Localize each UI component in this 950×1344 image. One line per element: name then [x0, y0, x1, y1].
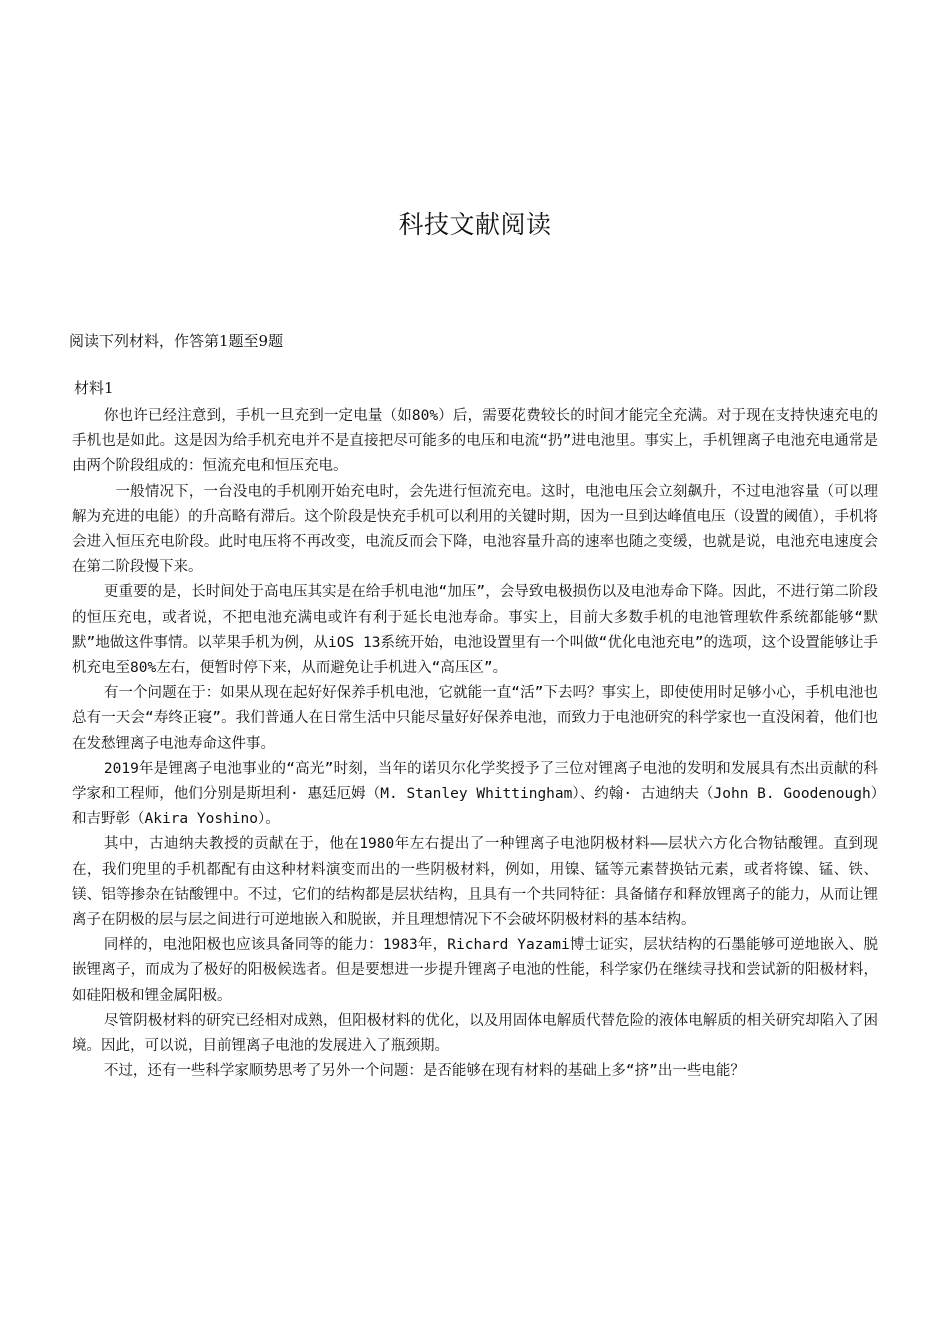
paragraph: 2019年是锂离子电池事业的“高光”时刻，当年的诺贝尔化学奖授予了三位对锂离子电池的发明和发展具有杰出贡献的科学家和工程师，他们分别是斯坦利· 惠廷厄姆（M. Stanley Whittingham）、约翰· 古迪纳夫（John B. Goodenough）和吉野彰（Akira Yoshino）。 [72, 760, 878, 828]
paragraph: 你也许已经注意到，手机一旦充到一定电量（如80%）后，需要花费较长的时间才能完全充满。对于现在支持快速充电的手机也是如此。这是因为给手机充电并不是直接把尽可能多的电压和电流“扔”进电池里。事实上，手机锂离子电池充电通常是由两个阶段组成的：恒流充电和恒压充电。 [72, 408, 878, 475]
watermark-graphic [57, 87, 183, 174]
watermark-graphic [727, 327, 853, 414]
paragraph: 同样的，电池阳极也应该具备同等的能力：1983年，Richard Yazami博士证实，层状结构的石墨能够可逆地嵌入、脱嵌锂离子，而成为了极好的阳极候选者。但是要想进一步提升锂离子电池的性能，科学家仍在继续寻找和尝试新的阳极材料，如硅阳极和锂金属阳极。 [72, 937, 878, 1004]
watermark-graphic [727, 1177, 853, 1264]
watermark-graphic [727, 87, 853, 174]
watermark-graphic [57, 1207, 183, 1294]
paragraph: 尽管阴极材料的研究已经相对成熟，但阳极材料的优化，以及用固体电解质代替危险的液体电解质的相关研究却陷入了困境。因此，可以说，目前锂离子电池的发展进入了瓶颈期。 [72, 1012, 878, 1055]
paragraph: 更重要的是，长时间处于高电压其实是在给手机电池“加压”，会导致电极损伤以及电池寿命下降。因此，不进行第二阶段的恒压充电，或者说，不把电池充满电或许有利于延长电池寿命。事实上，目前大多数手机的电池管理软件系统都能够“默默”地做这件事情。以苹果手机为例，从iOS 13系统开始，电池设置里有一个叫做“优化电池充电”的选项，这个设置能够让手机充电至80%左右，便暂时停下来，从而避免让手机进入“高压区”。 [72, 584, 878, 677]
question-instruction: 阅读下列材料，作答第1题至9题 [69, 332, 284, 350]
watermark-graphic [392, 82, 518, 169]
paragraph: 有一个问题在于：如果从现在起好好保养手机电池，它就能一直“活”下去吗？事实上，即使使用时足够小心，手机电池也总有一天会“寿终正寝”。我们普通人在日常生活中只能尽量好好保养电池，而致力于电池研究的科学家也一直没闲着，他们也在发愁锂离子电池寿命这件事。 [72, 685, 878, 752]
paragraph: 其中，古迪纳夫教授的贡献在于，他在1980年左右提出了一种锂离子电池阴极材料——层状六方化合物钴酸锂。直到现在，我们兜里的手机都配有由这种材料演变而出的一些阴极材料，例如，用镍、锰等元素替换钴元素，或者将镍、锰、铁、镁、铝等掺杂在钴酸锂中。不过，它们的结构都是层状结构，且具有一个共同特征：具备储存和释放锂离子的能力，从而让锂离子在阴极的层与层之间进行可逆地嵌入和脱嵌，并且理想情况下不会破坏阴极材料的基本结构。 [72, 836, 878, 929]
page-title: 科技文献阅读 [398, 210, 552, 239]
paragraph: 不过，还有一些科学家顺势思考了另外一个问题：是否能够在现有材料的基础上多“挤”出一些电能？ [103, 1063, 745, 1080]
material-label: 材料1 [74, 379, 114, 397]
watermark-graphic [397, 277, 523, 364]
material-body [72, 404, 878, 1084]
paragraph: 一般情况下，一台没电的手机刚开始充电时，会先进行恒流充电。这时，电池电压会立刻飙升，不过电池容量（可以理解为充进的电能）的升高略有滞后。这个阶段是快充手机可以利用的关键时期，因为一旦到达峰值电压（设置的阈值），手机将会进入恒压充电阶段。此时电压将不再改变，电流反而会下降，电池容量升高的速率也随之变缓，也就是说，电池充电速度会在第二阶段慢下来。 [72, 483, 878, 576]
